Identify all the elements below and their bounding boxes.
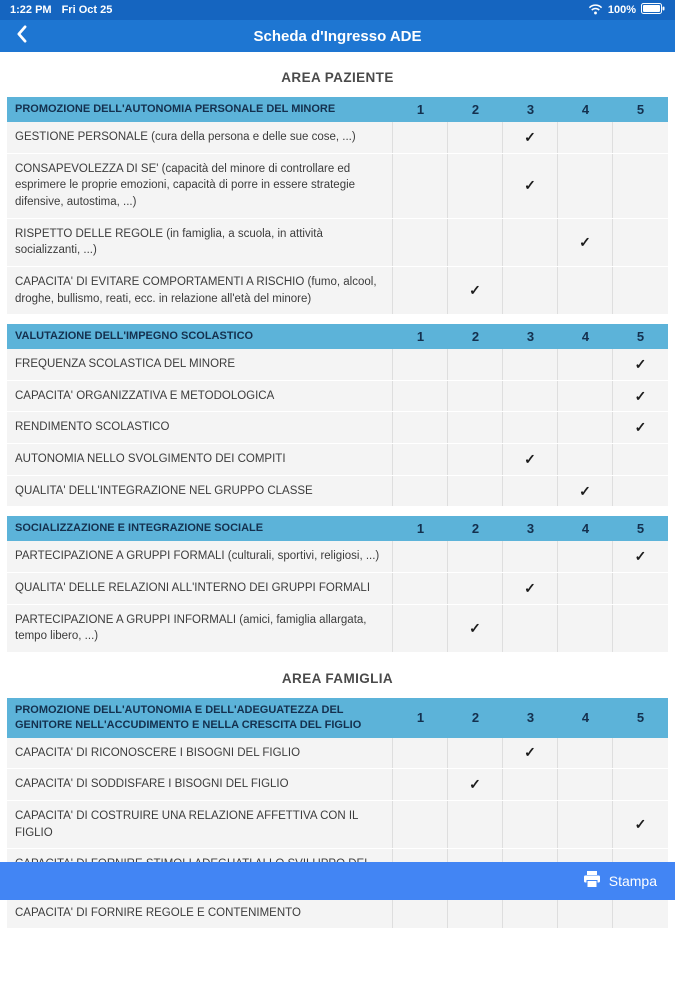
table-row	[7, 122, 668, 154]
rating-cell[interactable]	[448, 381, 503, 412]
check-icon: ✓	[634, 419, 647, 436]
rating-column-header: 1	[416, 521, 425, 537]
rating-cell[interactable]	[558, 769, 613, 800]
rating-cell[interactable]	[503, 349, 558, 380]
rating-cell[interactable]	[613, 349, 668, 380]
rating-cell[interactable]	[613, 267, 668, 314]
rating-cell[interactable]	[613, 219, 668, 266]
check-icon: ✓	[524, 579, 536, 596]
row-label: RISPETTO DELLE REGOLE (in famiglia, a scuola, in attività socializzanti, ...)	[7, 219, 393, 266]
check-icon: ✓	[634, 355, 647, 372]
rating-cell[interactable]	[558, 219, 613, 266]
table-row	[7, 769, 668, 801]
rating-cell[interactable]	[503, 381, 558, 412]
table-row	[7, 605, 668, 653]
rating-column-header: 3	[526, 101, 535, 117]
status-date: Fri Oct 25	[61, 4, 113, 16]
rating-cell[interactable]	[503, 122, 558, 153]
rating-cell[interactable]	[558, 349, 613, 380]
table-row	[7, 476, 668, 508]
rating-cell[interactable]	[503, 219, 558, 266]
rating-cell[interactable]	[448, 769, 503, 800]
table-header-label: VALUTAZIONE DELL'IMPEGNO SCOLASTICO	[15, 330, 254, 343]
rating-cell[interactable]	[558, 605, 613, 652]
battery-icon	[641, 3, 665, 17]
page-title: Scheda d'Ingresso ADE	[253, 27, 422, 45]
rating-cell[interactable]	[448, 219, 503, 266]
table-row	[7, 738, 668, 770]
rating-cell[interactable]	[558, 381, 613, 412]
table-row	[7, 412, 668, 444]
rating-cell[interactable]	[558, 898, 613, 929]
row-label: AUTONOMIA NELLO SVOLGIMENTO DEI COMPITI	[7, 444, 393, 475]
rating-column-header: 2	[471, 101, 480, 117]
rating-cell[interactable]	[503, 605, 558, 652]
rating-cell[interactable]	[393, 267, 448, 314]
battery-percent: 100%	[607, 4, 636, 16]
rating-table	[7, 97, 668, 315]
rating-cell[interactable]	[448, 267, 503, 314]
rating-cell[interactable]	[393, 349, 448, 380]
rating-column-header: 2	[471, 710, 480, 726]
rating-cell[interactable]	[558, 444, 613, 475]
rating-cell[interactable]	[558, 573, 613, 604]
row-label: CAPACITA' DI COSTRUIRE UNA RELAZIONE AFFETTIVA CON IL FIGLIO	[7, 801, 393, 848]
rating-cell[interactable]	[393, 381, 448, 412]
rating-cell[interactable]	[448, 154, 503, 218]
nav-bar	[0, 20, 675, 52]
check-icon: ✓	[524, 177, 536, 194]
rating-cell[interactable]	[613, 412, 668, 443]
rating-cell[interactable]	[558, 122, 613, 153]
rating-cell[interactable]	[448, 412, 503, 443]
rating-cell[interactable]	[448, 801, 503, 848]
rating-column-header: 5	[636, 329, 645, 345]
rating-column-header: 5	[636, 710, 645, 726]
rating-column-header: 4	[581, 101, 590, 117]
rating-cell[interactable]	[613, 444, 668, 475]
rating-column-header: 5	[636, 101, 645, 117]
back-button[interactable]	[10, 20, 33, 52]
table-row	[7, 444, 668, 476]
rating-cell[interactable]	[393, 122, 448, 153]
rating-cell[interactable]	[393, 605, 448, 652]
rating-table	[7, 324, 668, 507]
print-button[interactable]	[583, 871, 657, 891]
check-icon: ✓	[469, 619, 481, 636]
rating-cell[interactable]	[558, 541, 613, 572]
check-icon: ✓	[524, 128, 536, 145]
status-bar	[0, 0, 675, 20]
check-icon: ✓	[469, 282, 481, 299]
rating-cell[interactable]	[393, 801, 448, 848]
rating-cell[interactable]	[613, 154, 668, 218]
rating-column-header: 5	[636, 521, 645, 537]
rating-cell[interactable]	[448, 476, 503, 507]
rating-cell[interactable]	[503, 738, 558, 769]
rating-cell[interactable]	[503, 573, 558, 604]
check-icon: ✓	[469, 776, 481, 793]
rating-cell[interactable]	[558, 154, 613, 218]
row-label: CAPACITA' DI EVITARE COMPORTAMENTI A RISCHIO (fumo, alcool, droghe, bullismo, reati, ecc. in relazione all'età del minore)	[7, 267, 393, 314]
table-header-row	[7, 324, 668, 349]
row-label: PARTECIPAZIONE A GRUPPI INFORMALI (amici, famiglia allargata, tempo libero, ...)	[7, 605, 393, 652]
table-header-row	[7, 516, 668, 541]
rating-column-header: 3	[526, 710, 535, 726]
rating-cell[interactable]	[558, 801, 613, 848]
printer-icon	[583, 871, 601, 891]
rating-cell[interactable]	[393, 412, 448, 443]
table-header-label: PROMOZIONE DELL'AUTONOMIA PERSONALE DEL MINORE	[15, 103, 336, 115]
rating-cell[interactable]	[613, 738, 668, 769]
check-icon: ✓	[524, 450, 536, 467]
rating-cell[interactable]	[613, 476, 668, 507]
check-icon: ✓	[579, 482, 591, 499]
table-row	[7, 898, 668, 930]
rating-cell[interactable]	[503, 267, 558, 314]
rating-table	[7, 516, 668, 653]
check-icon: ✓	[579, 233, 591, 250]
rating-cell[interactable]	[393, 738, 448, 769]
rating-column-header: 4	[581, 710, 590, 726]
table-row	[7, 381, 668, 413]
row-label: FREQUENZA SCOLASTICA DEL MINORE	[7, 349, 393, 380]
rating-column-header: 3	[526, 329, 535, 345]
rating-cell[interactable]	[448, 573, 503, 604]
rating-cell[interactable]	[448, 541, 503, 572]
chevron-left-icon	[16, 25, 27, 48]
rating-cell[interactable]	[613, 605, 668, 652]
rating-cell[interactable]	[613, 381, 668, 412]
rating-cell[interactable]	[613, 801, 668, 848]
rating-cell[interactable]	[448, 605, 503, 652]
rating-column-header: 2	[471, 521, 480, 537]
wifi-icon	[588, 3, 603, 18]
rating-cell[interactable]	[503, 444, 558, 475]
table-row	[7, 154, 668, 219]
rating-cell[interactable]	[503, 541, 558, 572]
row-label: PARTECIPAZIONE A GRUPPI FORMALI (culturali, sportivi, religiosi, ...)	[7, 541, 393, 572]
row-label: GESTIONE PERSONALE (cura della persona e delle sue cose, ...)	[7, 122, 393, 153]
rating-cell[interactable]	[448, 738, 503, 769]
table-row	[7, 541, 668, 573]
rating-cell[interactable]	[503, 898, 558, 929]
rating-cell[interactable]	[613, 898, 668, 929]
rating-cell[interactable]	[613, 769, 668, 800]
table-header-row	[7, 698, 668, 738]
check-icon: ✓	[524, 744, 536, 761]
rating-cell[interactable]	[503, 801, 558, 848]
rating-cell[interactable]	[393, 154, 448, 218]
table-row	[7, 801, 668, 849]
rating-cell[interactable]	[393, 219, 448, 266]
check-icon: ✓	[634, 548, 647, 565]
row-label: CONSAPEVOLEZZA DI SE' (capacità del minore di controllare ed esprimere le proprie emozioni, capacità di porre in essere strategie difensive, autostima, ...)	[7, 154, 393, 218]
rating-cell[interactable]	[503, 412, 558, 443]
table-header-label: PROMOZIONE DELL'AUTONOMIA E DELL'ADEGUATEZZA DEL GENITORE NELL'ACCUDIMENTO E NELLA CRESCITA DEL FIGLIO	[15, 703, 362, 731]
rating-cell[interactable]	[393, 541, 448, 572]
rating-cell[interactable]	[503, 769, 558, 800]
status-time: 1:22 PM	[10, 4, 52, 16]
rating-cell[interactable]	[503, 476, 558, 507]
area-title: AREA FAMIGLIA	[281, 670, 394, 686]
check-icon: ✓	[634, 816, 647, 833]
check-icon: ✓	[634, 387, 647, 404]
row-label: QUALITA' DELLE RELAZIONI ALL'INTERNO DEI GRUPPI FORMALI	[7, 573, 393, 604]
rating-column-header: 1	[416, 710, 425, 726]
rating-cell[interactable]	[503, 154, 558, 218]
rating-column-header: 4	[581, 521, 590, 537]
rating-cell[interactable]	[393, 476, 448, 507]
rating-cell[interactable]	[558, 267, 613, 314]
row-label: CAPACITA' DI RICONOSCERE I BISOGNI DEL FIGLIO	[7, 738, 393, 769]
rating-cell[interactable]	[393, 898, 448, 929]
print-label: Stampa	[608, 873, 657, 889]
rating-cell[interactable]	[393, 444, 448, 475]
table-row	[7, 573, 668, 605]
rating-cell[interactable]	[448, 444, 503, 475]
rating-cell[interactable]	[613, 122, 668, 153]
rating-column-header: 2	[471, 329, 480, 345]
row-label: CAPACITA' DI FORNIRE REGOLE E CONTENIMENTO	[7, 898, 393, 929]
footer-bar	[0, 862, 675, 900]
area-title: AREA PAZIENTE	[281, 70, 394, 85]
content	[0, 70, 675, 988]
rating-cell[interactable]	[613, 573, 668, 604]
rating-cell[interactable]	[558, 476, 613, 507]
row-label: CAPACITA' ORGANIZZATIVA E METODOLOGICA	[7, 381, 393, 412]
table-header-label: SOCIALIZZAZIONE E INTEGRAZIONE SOCIALE	[15, 522, 264, 535]
row-label: CAPACITA' DI SODDISFARE I BISOGNI DEL FIGLIO	[7, 769, 393, 800]
row-label: QUALITA' DELL'INTEGRAZIONE NEL GRUPPO CLASSE	[7, 476, 393, 507]
rating-column-header: 1	[416, 101, 425, 117]
rating-column-header: 3	[526, 521, 535, 537]
rating-cell[interactable]	[448, 898, 503, 929]
rating-cell[interactable]	[558, 738, 613, 769]
table-row	[7, 267, 668, 315]
table-header-row	[7, 97, 668, 122]
rating-cell[interactable]	[558, 412, 613, 443]
rating-cell[interactable]	[393, 573, 448, 604]
table-row	[7, 219, 668, 267]
rating-cell[interactable]	[448, 122, 503, 153]
rating-cell[interactable]	[613, 541, 668, 572]
rating-column-header: 4	[581, 329, 590, 345]
rating-cell[interactable]	[393, 769, 448, 800]
rating-cell[interactable]	[448, 349, 503, 380]
row-label: RENDIMENTO SCOLASTICO	[7, 412, 393, 443]
rating-column-header: 1	[416, 329, 425, 345]
table-row	[7, 349, 668, 381]
